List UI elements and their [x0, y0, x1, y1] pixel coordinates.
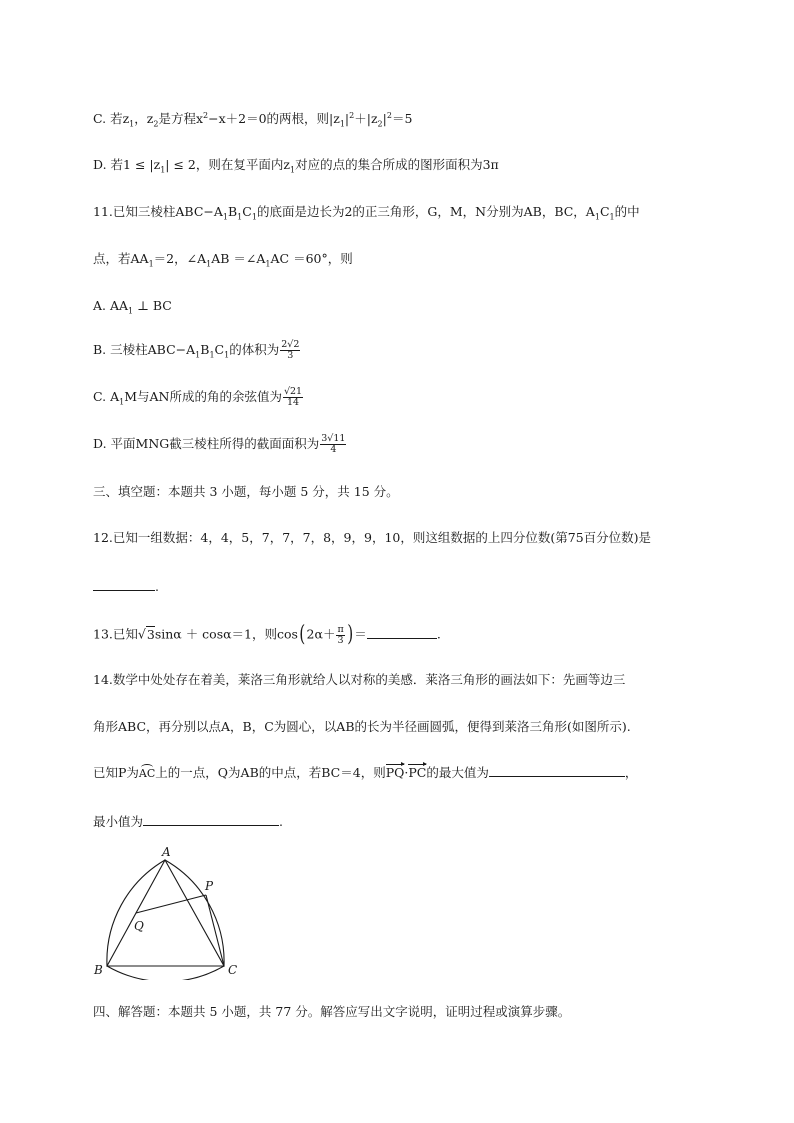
answer-blank-min[interactable] — [143, 813, 279, 826]
option-d-q11: D. 平面MNG截三棱柱所得的截面面积为 $\frac{3√11}{4}$ — [93, 433, 346, 455]
label-p: P — [205, 879, 214, 893]
question-11-line1: 11.已知三棱柱$ABC-A_1B_1C_1$的底面是边长为2的正三角形，G，M，N分别为AB，BC，$A_1C_1$的中 — [93, 204, 640, 222]
option-c-q10: C. 若$z_1$，$z_2$是方程$x^2-x+2=0$的两根，则$|z_1|^2+|z_2|^2=5$ — [93, 111, 413, 129]
vector-pq: PQ — [385, 765, 405, 780]
triangle-abc — [107, 860, 224, 966]
fraction-volume: $\frac{2√2}{3}$ — [281, 339, 300, 361]
option-b-q11: B. 三棱柱$ABC-A_1B_1C_1$的体积为 $\frac{2√2}{3}$ — [93, 339, 300, 361]
option-c-q11: C. $A_1M$与AN所成的角的余弦值为 $\frac{√21}{14}$ — [93, 386, 303, 408]
label-c: C — [228, 963, 238, 977]
fraction-pi-over-3: $\frac{\pi}{3}$ — [337, 623, 344, 646]
vector-pc: PC — [408, 765, 427, 780]
segment-pc — [206, 895, 224, 966]
fraction-area: $\frac{3√11}{4}$ — [321, 433, 346, 455]
arc-bc — [107, 966, 224, 980]
section-3-heading: 三、填空题：本题共 3 小题，每小题 5 分，共 15 分。 — [93, 484, 399, 499]
question-14-line2: 角形ABC，再分别以点A，B，C为圆心，以AB的长为半径画圆弧，便得到莱洛三角形(如图所示). — [93, 719, 631, 734]
label-b: B — [94, 963, 103, 977]
question-13: 13.已知√3sinα ＋ cosα＝1，则cos(2α＋ $\frac{\pi}{3}$ )＝ . — [93, 622, 441, 647]
question-14-line3: 已知P为AC上的一点，Q为AB的中点，若BC＝4，则PQ·PC的最大值为 ， — [93, 765, 638, 780]
question-14-line4: 最小值为 . — [93, 814, 283, 829]
reuleaux-triangle-figure — [90, 842, 252, 980]
option-a-q11: A. $AA_1$ ⊥ BC — [93, 298, 172, 316]
fraction-cosine: $\frac{√21}{14}$ — [283, 386, 303, 408]
answer-blank-max[interactable] — [489, 764, 625, 777]
label-q: Q — [134, 919, 144, 933]
option-d-q10: D. 若$1 \le |z_1| \le 2$，则在复平面内$z_1$对应的点的集合所成的图形面积为3π — [93, 157, 499, 175]
arc-ac: AC — [139, 764, 155, 779]
answer-blank-q13[interactable] — [367, 626, 437, 639]
label-a: A — [162, 845, 171, 859]
question-11-line2: 点，若$AA_1=2$，$\angle A_1AB$ $=\angle A_1AC =60^\circ$，则 — [93, 251, 353, 269]
question-12-line1: 12.已知一组数据：4，4，5，7，7，7，8，9，9，10，则这组数据的上四分位数(第75百分位数)是 — [93, 530, 652, 545]
question-14-line1: 14.数学中处处存在着美，莱洛三角形就给人以对称的美感．莱洛三角形的画法如下：先画等边三 — [93, 672, 626, 687]
section-4-heading: 四、解答题：本题共 5 小题，共 77 分。解答应写出文字说明，证明过程或演算步骤。 — [93, 1004, 571, 1019]
segment-qp — [136, 895, 206, 913]
answer-blank-q12[interactable] — [93, 578, 155, 591]
question-12-line2: . — [93, 578, 159, 594]
